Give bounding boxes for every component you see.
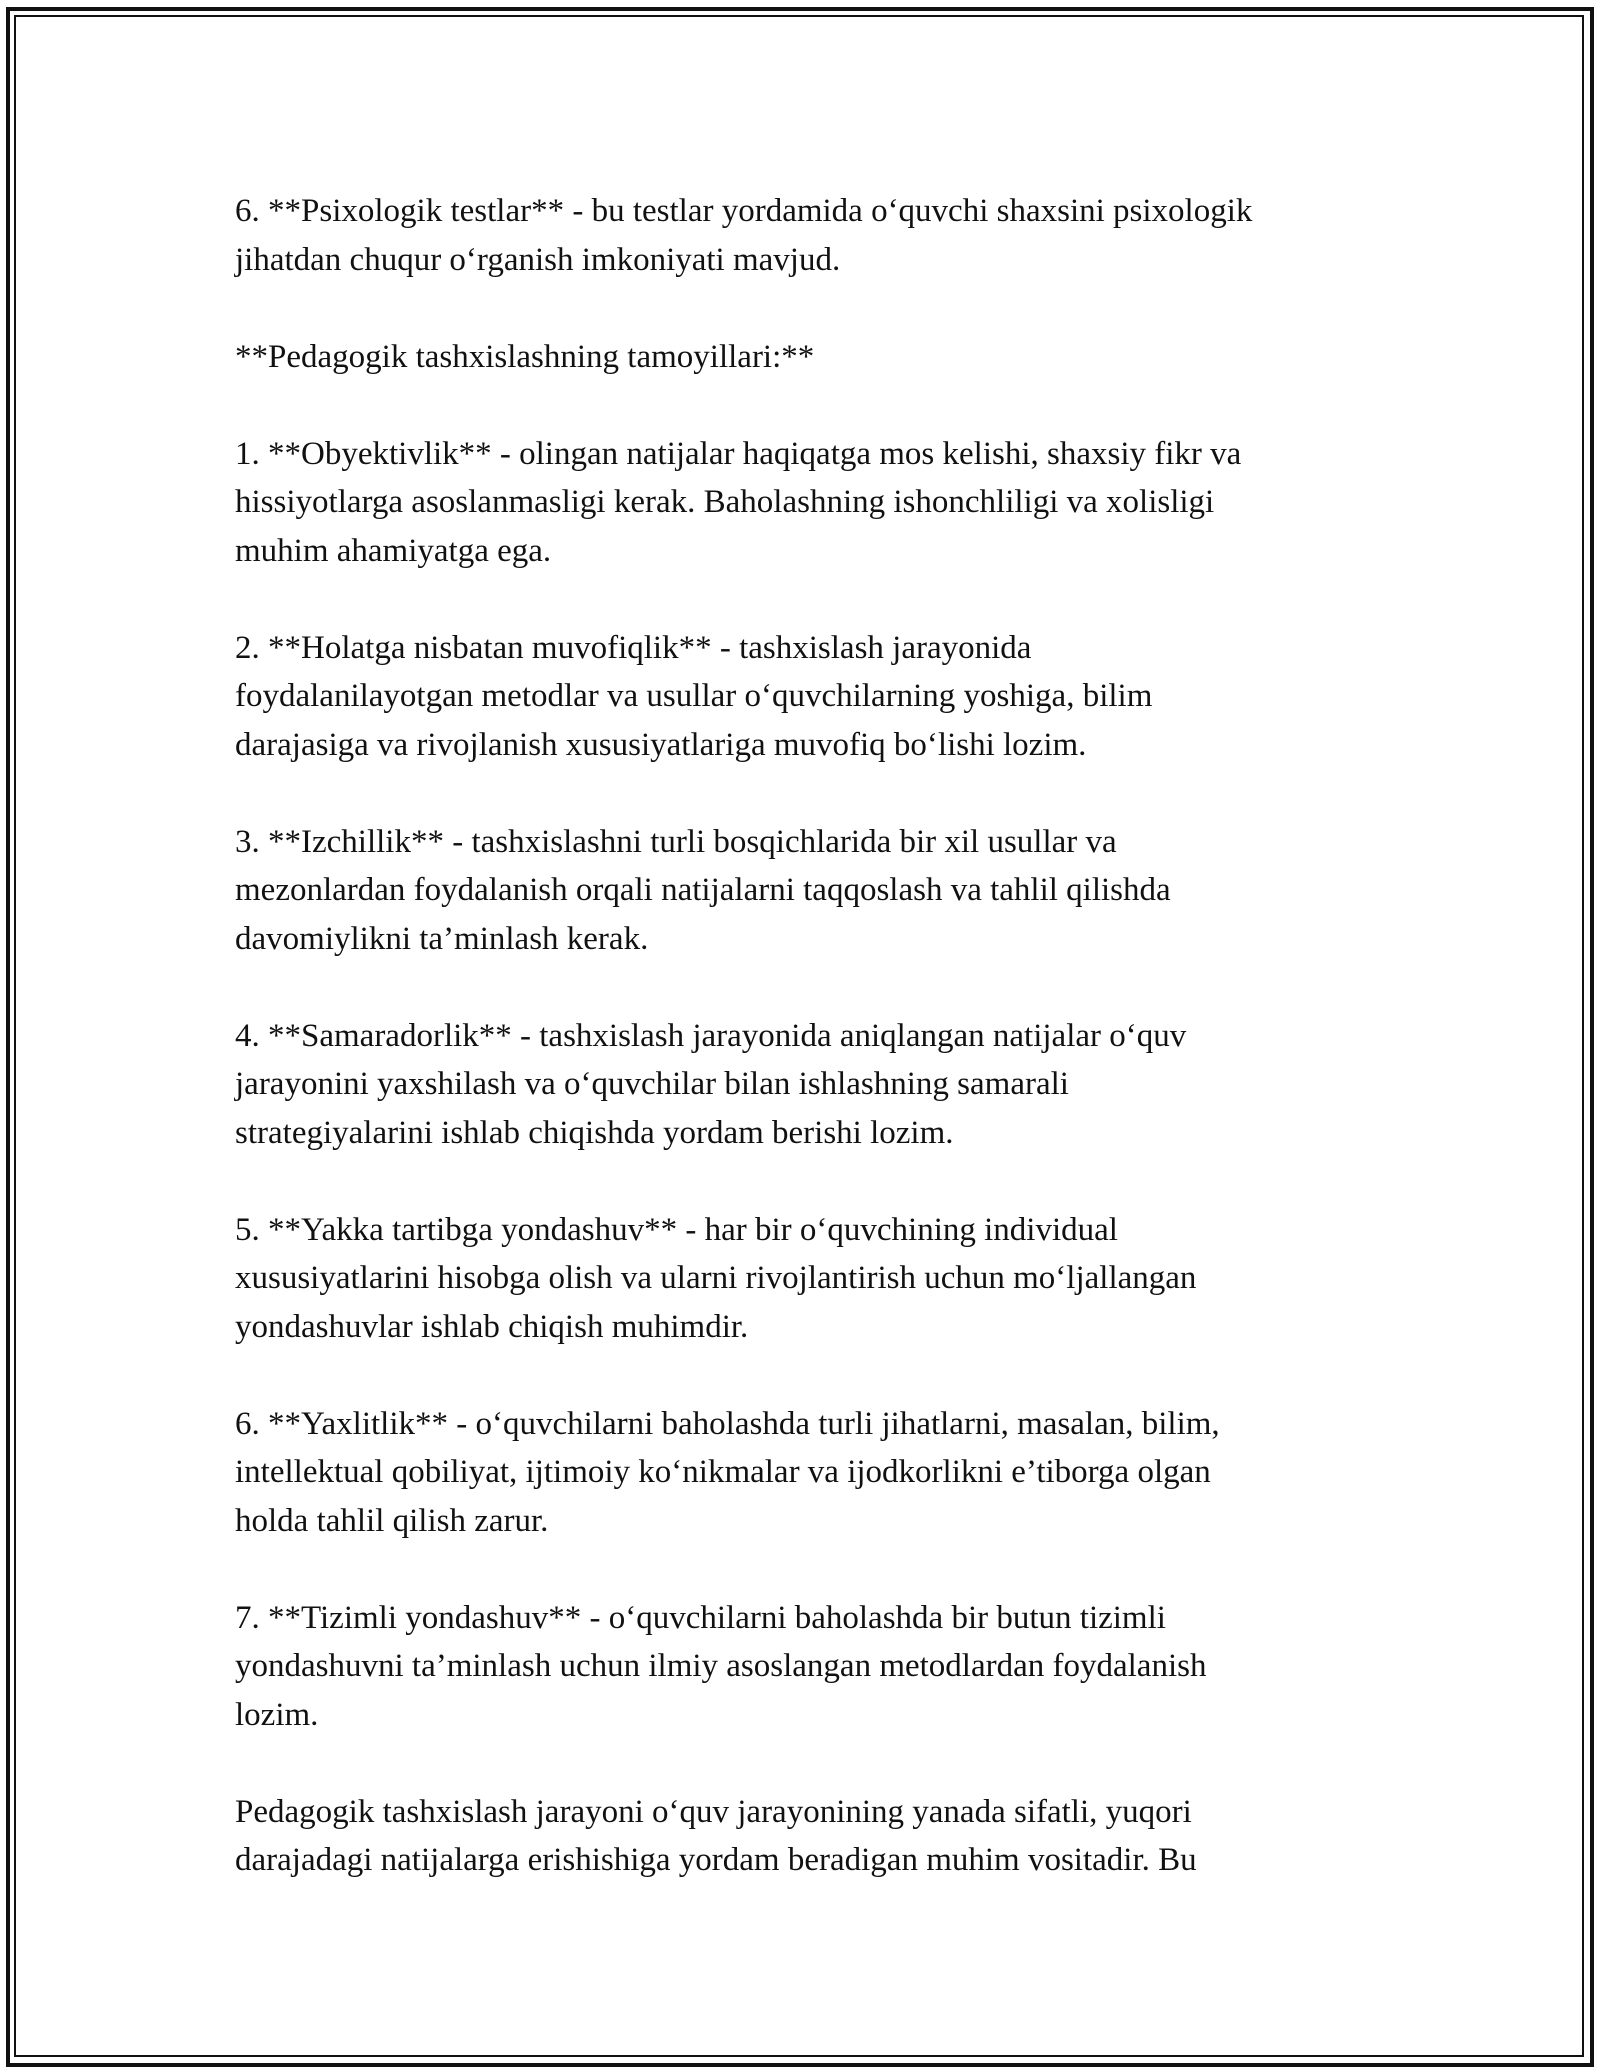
paragraph-conclusion: Pedagogik tashxislash jarayoni o‘quv jarayonining yanada sifatli, yuqori darajadagi natijalarga erishishiga yordam beradigan muhim vositadir. Bu <box>235 1793 1197 1878</box>
principle-individual-approach: 5. **Yakka tartibga yondashuv** - har bir o‘quvchining individual xususiyatlarini hisobga olish va ularni rivojlantirish uchun mo‘ljallangan yondashuvlar ishlab chiqish muhimdir. <box>235 1211 1197 1345</box>
section-heading-principles: **Pedagogik tashxislashning tamoyillari:** <box>235 338 815 375</box>
document-body <box>235 187 1390 1933</box>
paragraph-psychological-tests: 6. **Psixologik testlar** - bu testlar yordamida o‘quvchi shaxsini psixologik jihatdan chuqur o‘rganish imkoniyati mavjud. <box>235 193 1253 278</box>
principle-systematic-approach: 7. **Tizimli yondashuv** - o‘quvchilarni baholashda bir butun tizimli yondashuvni ta’minlash uchun ilmiy asoslangan metodlardan foydalanish lozim. <box>235 1599 1207 1733</box>
principle-objectivity: 1. **Obyektivlik** - olingan natijalar haqiqatga mos kelishi, shaxsiy fikr va hissiyotlarga asoslanmasligi kerak. Baholashning ishonchliligi va xolisligi muhim ahamiyatga ega. <box>235 435 1242 569</box>
principle-effectiveness: 4. **Samaradorlik** - tashxislash jarayonida aniqlangan natijalar o‘quv jarayonini yaxshilash va o‘quvchilar bilan ishlashning samarali strategiyalarini ishlab chiqishda yordam berishi lozim. <box>235 1017 1187 1151</box>
principle-consistency: 3. **Izchillik** - tashxislashni turli bosqichlarida bir xil usullar va mezonlardan foydalanish orqali natijalarni taqqoslash va tahlil qilishda davomiylikni ta’minlash kerak. <box>235 823 1171 957</box>
principle-integrity: 6. **Yaxlitlik** - o‘quvchilarni baholashda turli jihatlarni, masalan, bilim, intellektual qobiliyat, ijtimoiy ko‘nikmalar va ijodkorlikni e’tiborga olgan holda tahlil qilish zarur. <box>235 1405 1220 1539</box>
principle-appropriateness: 2. **Holatga nisbatan muvofiqlik** - tashxislash jarayonida foydalanilayotgan metodlar va usullar o‘quvchilarning yoshiga, bilim darajasiga va rivojlanish xususiyatlariga muvofiq bo‘lishi lozim. <box>235 629 1153 763</box>
